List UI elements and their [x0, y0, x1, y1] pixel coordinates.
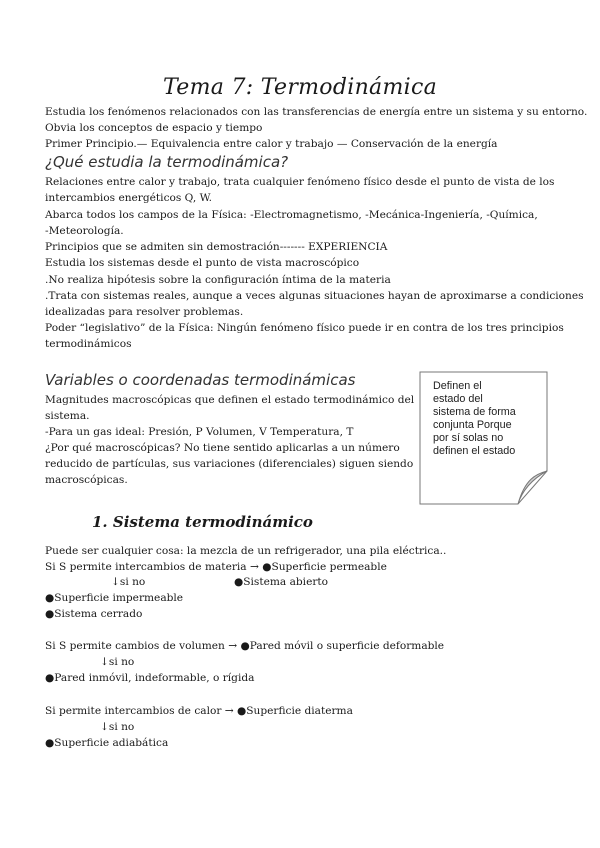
note-line: por sí solas no	[433, 432, 504, 444]
note-line: Definen el	[433, 380, 482, 392]
body-line: Si permite intercambios de calor → ●Superficie diaterma	[45, 705, 353, 717]
note-line: conjunta Porque	[433, 419, 512, 431]
body-line: ●Sistema cerrado	[45, 608, 143, 620]
body-line: ●Sistema abierto	[234, 576, 329, 588]
body-line: ●Superficie adiabática	[45, 737, 169, 749]
section-heading-que-estudia: ¿Qué estudia la termodinámica?	[45, 153, 289, 171]
body-line: macroscópicas.	[45, 474, 128, 486]
note-line: definen el estado	[433, 445, 516, 457]
note-line: sistema de forma	[433, 406, 516, 418]
body-line: sistema.	[45, 410, 90, 422]
arrow-si-no: ↓si no	[100, 656, 135, 668]
sticky-note	[419, 371, 549, 505]
section-heading-sistema: 1. Sistema termodinámico	[92, 513, 313, 531]
body-line: intercambios energéticos Q, W.	[45, 192, 212, 204]
body-line: .Trata con sistemas reales, aunque a veces algunas situaciones hayan de aproximarse a condiciones	[45, 290, 584, 302]
body-line: idealizadas para resolver problemas.	[45, 306, 244, 318]
section-heading-variables: Variables o coordenadas termodinámicas	[45, 371, 356, 389]
body-line: Principios que se admiten sin demostración------- EXPERIENCIA	[45, 241, 388, 253]
body-line: Si S permite intercambios de materia → ●Superficie permeable	[45, 561, 387, 573]
body-line: Puede ser cualquier cosa: la mezcla de un refrigerador, una pila eléctrica..	[45, 545, 447, 557]
body-line: ●Superficie impermeable	[45, 592, 184, 604]
body-line: Si S permite cambios de volumen → ●Pared móvil o superficie deformable	[45, 640, 445, 652]
intro-line: Primer Principio.— Equivalencia entre calor y trabajo — Conservación de la energía	[45, 138, 498, 150]
note-line: estado del	[433, 393, 483, 405]
body-line: Abarca todos los campos de la Física: -Electromagnetismo, -Mecánica-Ingeniería, -Química,	[45, 209, 538, 221]
page-title: Tema 7: Termodinámica	[162, 75, 437, 100]
body-line: -Meteorología.	[45, 225, 124, 237]
body-line: Poder “legislativo” de la Física: Ningún fenómeno físico puede ir en contra de los tres principios	[45, 322, 564, 334]
body-line: Magnitudes macroscópicas que definen el estado termodinámico del	[45, 394, 415, 406]
body-line: ●Pared inmóvil, indeformable, o rígida	[45, 672, 255, 684]
body-line: termodinámicos	[45, 338, 132, 350]
body-line: -Para un gas ideal: Presión, P Volumen, V Temperatura, T	[45, 426, 354, 438]
body-line: reducido de partículas, sus variaciones (diferenciales) siguen siendo	[45, 458, 414, 470]
arrow-si-no: ↓si no	[100, 721, 135, 733]
body-line: ¿Por qué macroscópicas? No tiene sentido aplicarlas a un número	[45, 442, 400, 454]
body-line: Estudia los sistemas desde el punto de vista macroscópico	[45, 257, 360, 269]
intro-line: Obvia los conceptos de espacio y tiempo	[45, 122, 263, 134]
body-line: .No realiza hipótesis sobre la configuración íntima de la materia	[45, 274, 391, 286]
intro-line: Estudia los fenómenos relacionados con las transferencias de energía entre un sistema y su entorno.	[45, 106, 588, 118]
arrow-si-no: ↓si no	[111, 576, 146, 588]
body-line: Relaciones entre calor y trabajo, trata cualquier fenómeno físico desde el punto de vista de los	[45, 176, 555, 188]
